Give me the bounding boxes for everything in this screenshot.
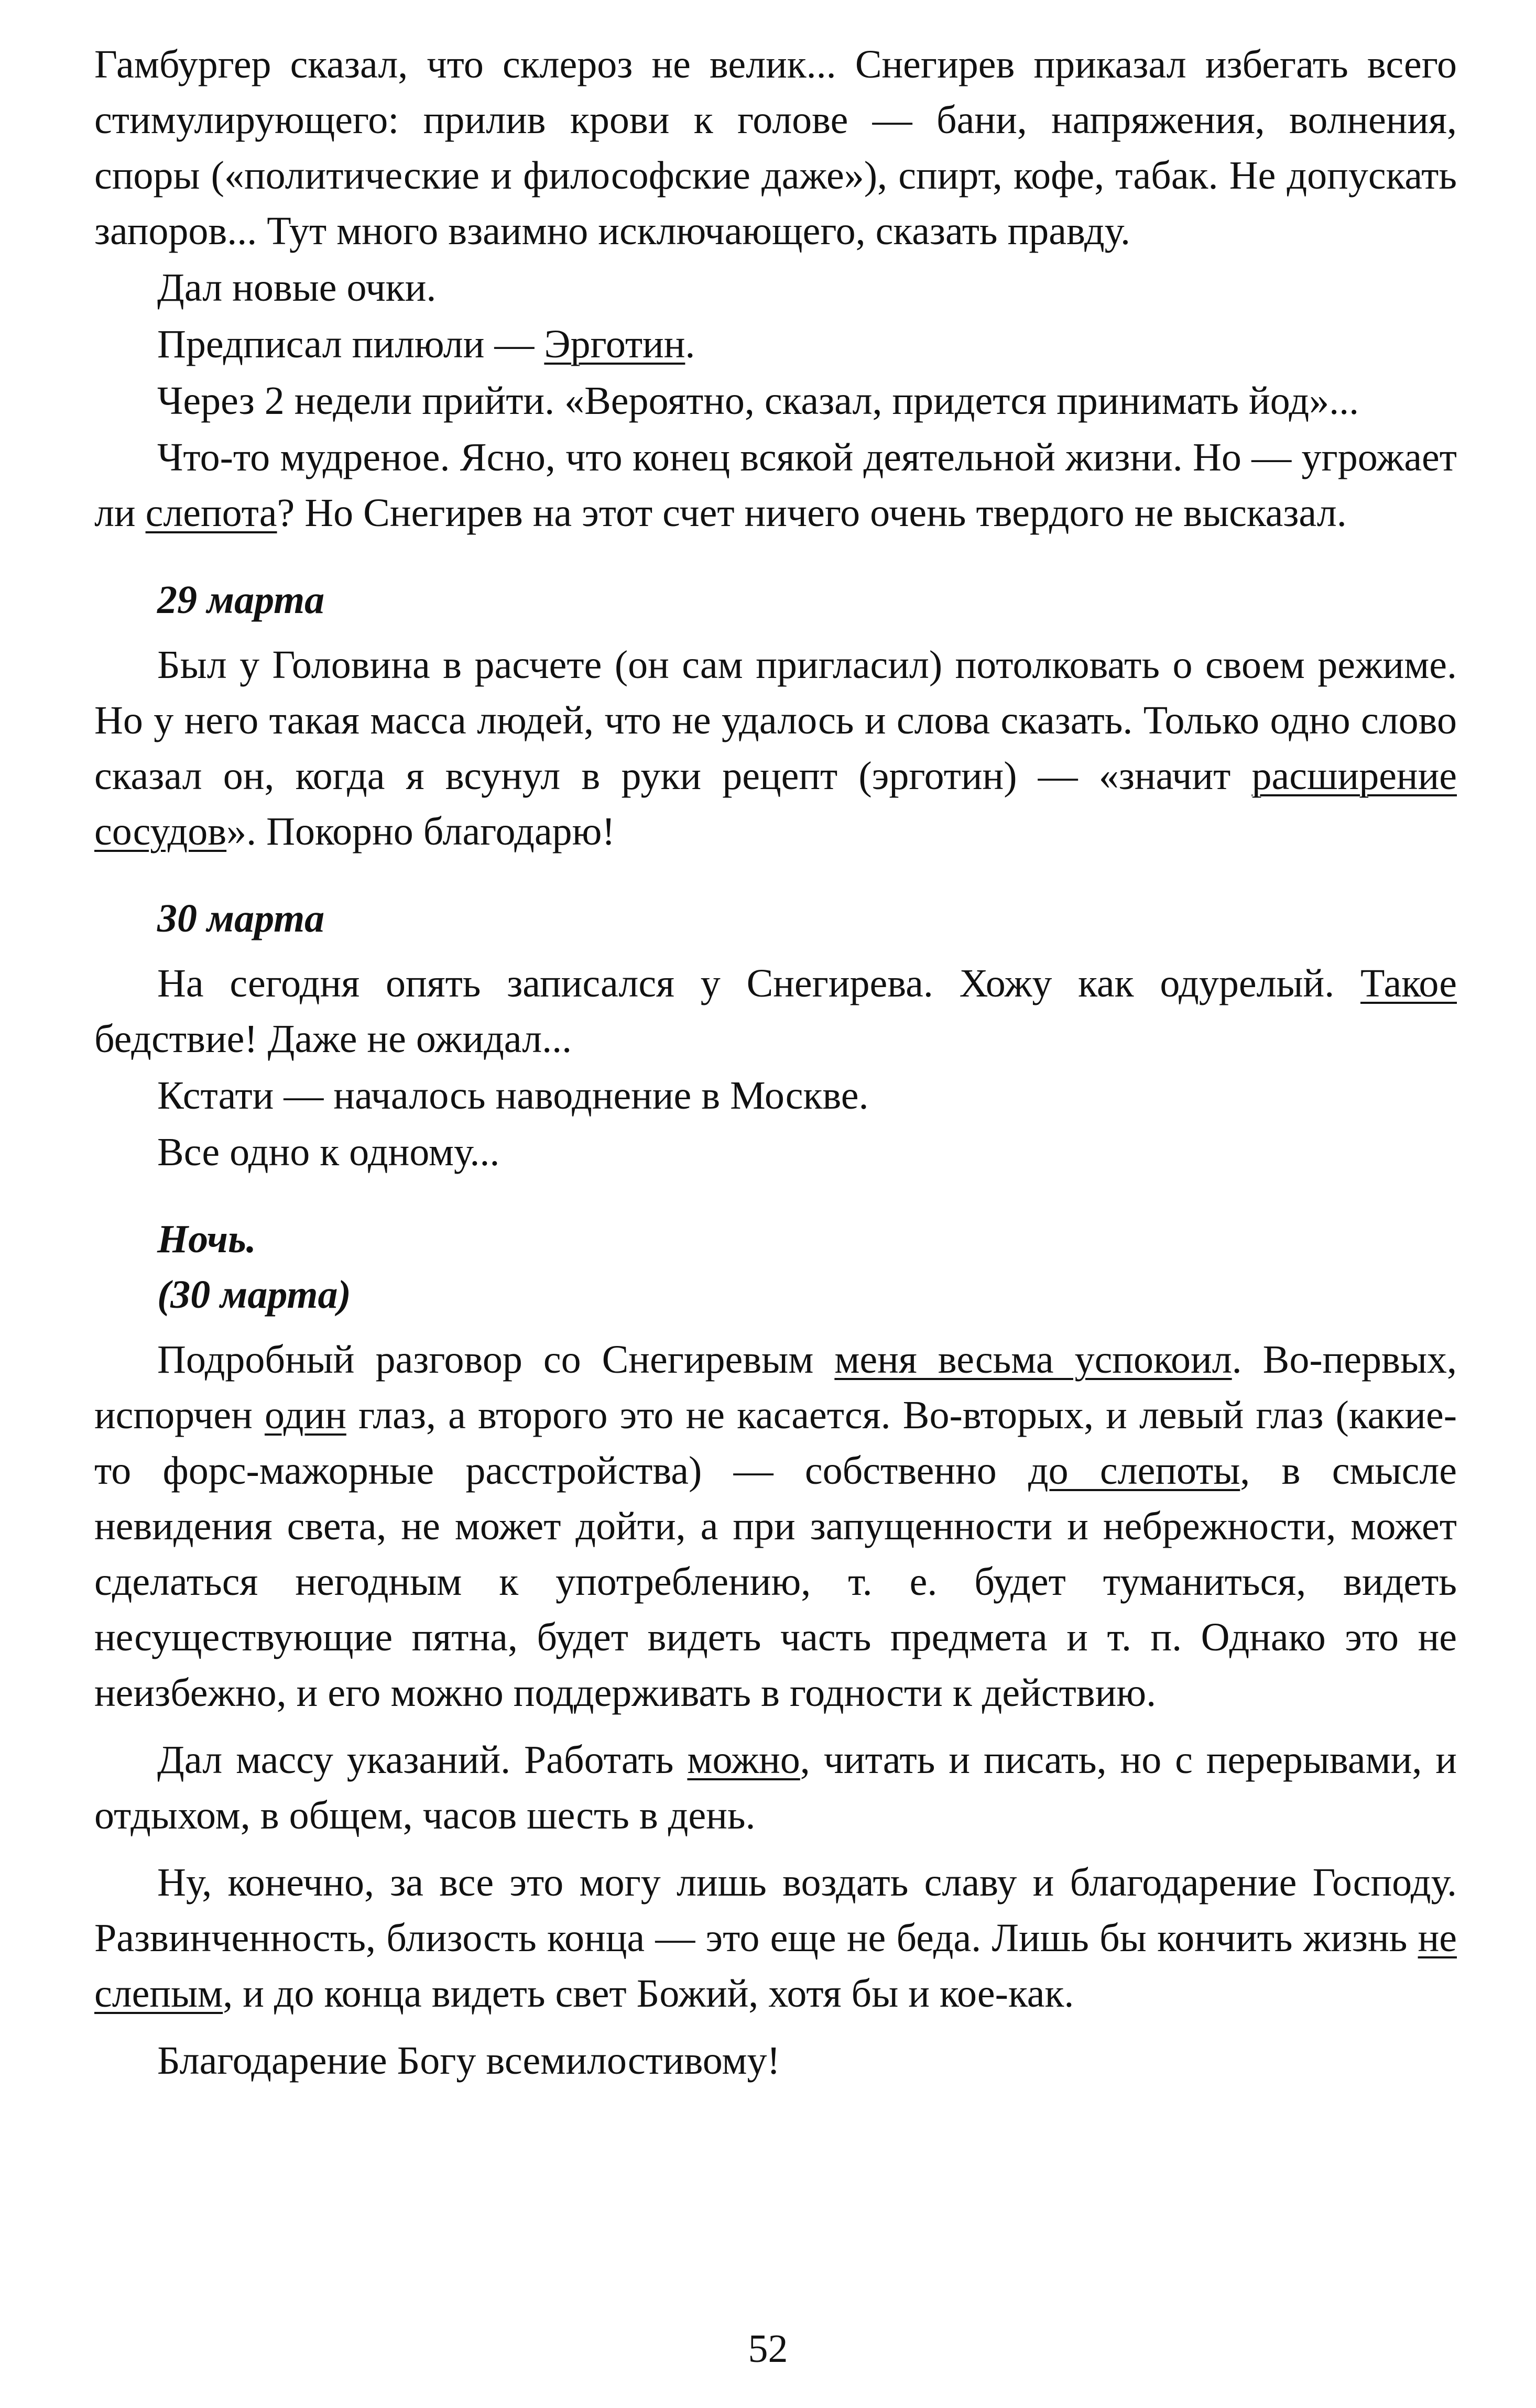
date-heading-30-march <box>94 891 1457 946</box>
text-run: Дал массу указаний. Работать <box>157 1738 688 1782</box>
paragraph-thanks-god <box>94 2033 1457 2088</box>
date-label: Ночь. <box>157 1217 256 1261</box>
paragraph-gratitude <box>94 1855 1457 2021</box>
underlined-text: можно <box>687 1738 800 1782</box>
paragraph-flood <box>94 1068 1457 1123</box>
paragraph-new-glasses <box>94 260 1457 315</box>
text-run: Предписал пилюли — <box>157 322 544 366</box>
underlined-text: Такое <box>1360 961 1457 1005</box>
underlined-text: расширение сосудов <box>94 754 1457 853</box>
date-label: 30 марта <box>157 896 325 940</box>
text-run: ? Но Снегирев на этот счет ничего очень твердого не высказал. <box>277 491 1347 535</box>
text-run: ». Покорно благодарю! <box>226 809 615 853</box>
text-run: глаз, а второго это не касается. Во-вторых, и левый глаз (какие-то форс-мажорные расстройства) — собственно <box>94 1393 1457 1493</box>
text-run: Подробный разговор со Снегиревым <box>157 1338 835 1382</box>
paragraph-all-together <box>94 1124 1457 1180</box>
date-label: (30 марта) <box>157 1273 351 1317</box>
date-label: 29 марта <box>157 578 325 622</box>
text-run: Через 2 недели прийти. «Вероятно, сказал, придется принимать йод»... <box>157 379 1359 423</box>
paragraph-golovin <box>94 637 1457 859</box>
text-run: На сегодня опять записался у Снегирева. Хожу как одурелый. <box>157 961 1360 1005</box>
paragraph-blindness-question <box>94 430 1457 541</box>
text-run: . Во-первых, испорчен <box>94 1338 1457 1437</box>
paragraph-pills <box>94 316 1457 372</box>
paragraph-two-weeks <box>94 373 1457 429</box>
text-run: . <box>685 322 695 366</box>
page-body <box>94 37 1457 2088</box>
paragraph-appointment <box>94 956 1457 1067</box>
text-run: Что-то мудреное. Ясно, что конец всякой деятельной жизни. Но — угрожает ли <box>94 435 1457 535</box>
date-heading-night <box>94 1211 1457 1322</box>
paragraph-instructions <box>94 1732 1457 1843</box>
underlined-text: до слепоты <box>1028 1449 1240 1493</box>
paragraph-hamburger <box>94 37 1457 259</box>
underlined-text: меня весьма успокоил <box>834 1338 1232 1382</box>
text-run: , в смысле невидения света, не может дойти, а при запущенности и небрежности, может сделаться негодным к употреблению, т. е. будет туманиться, видеть несуществующие пятна, будет видеть часть предмета и т. п. Однако это не неизбежно, и его можно поддерживать в годности к действию. <box>94 1449 1457 1715</box>
text-run: бедствие! Даже не ожидал... <box>94 1017 572 1061</box>
text-run: Гамбургер сказал, что склероз не велик... Снегирев приказал избегать всего стимулирующего: прилив крови к голове — бани, напряжения, волнения, споры («политические и философские даже»), спирт, кофе, табак. Не допускать запоров... Тут много взаимно исключающего, сказать правду. <box>94 42 1457 253</box>
paragraph-detailed-talk <box>94 1332 1457 1721</box>
text-run: Ну, конечно, за все это могу лишь воздать славу и благодарение Господу. Развинченность, близость конца — это еще не беда. Лишь бы кончить жизнь <box>94 1860 1457 1960</box>
underlined-text: Эрготин <box>544 322 685 366</box>
underlined-text: слепота <box>145 491 277 535</box>
text-run: , читать и писать, но с перерывами, и отдыхом, в общем, часов шесть в день. <box>94 1738 1457 1837</box>
underlined-text: не слепым <box>94 1916 1457 2016</box>
text-run: Благодарение Богу всемилостивому! <box>157 2039 780 2083</box>
date-heading-29-march <box>94 572 1457 628</box>
text-run: , и до конца видеть свет Божий, хотя бы и кое-как. <box>223 1972 1074 2016</box>
text-run: Кстати — началось наводнение в Москве. <box>157 1074 869 1118</box>
text-run: Был у Головина в расчете (он сам пригласил) потолковать о своем режиме. Но у него такая масса людей, что не удалось и слова сказать. Только одно слово сказал он, когда я всунул в руки рецепт (эрготин) — «значит <box>94 643 1457 798</box>
text-run: Дал новые очки. <box>157 266 437 310</box>
text-run: Все одно к одному... <box>157 1130 500 1174</box>
page-number: 52 <box>748 2327 788 2371</box>
underlined-text: один <box>264 1393 346 1437</box>
